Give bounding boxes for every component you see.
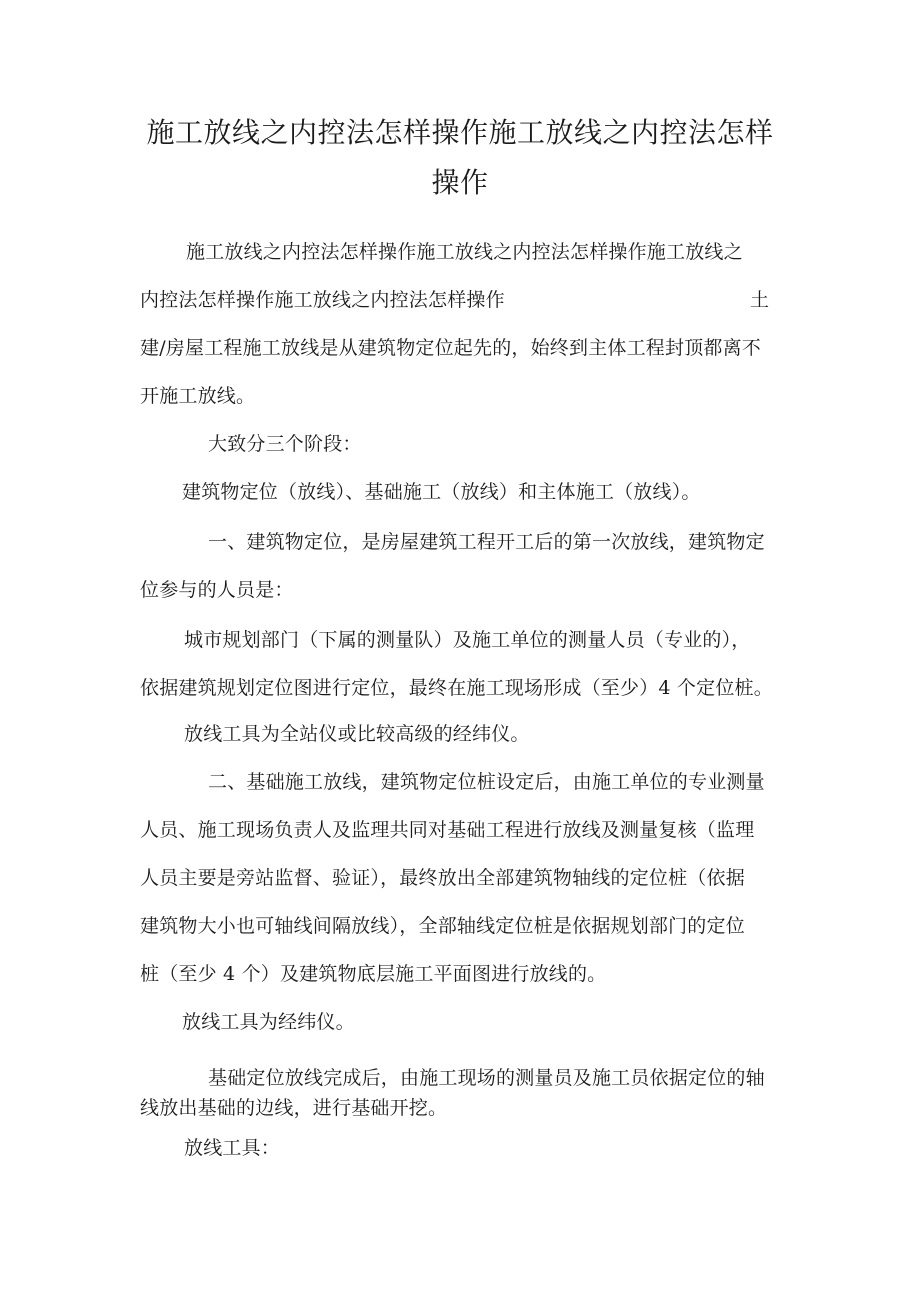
paragraph-personnel-line-2: 依据建筑规划定位图进行定位，最终在施工现场形成（至少）4 个定位桩。 [140, 677, 773, 699]
paragraph-section-1-line-1: 一、建筑物定位，是房屋建筑工程开工后的第一次放线，建筑物定 [208, 531, 765, 553]
paragraph-section-2-line-1: 二、基础施工放线，建筑物定位桩设定后，由施工单位的专业测量 [208, 771, 765, 793]
paragraph-stage-list: 建筑物定位（放线）、基础施工（放线）和主体施工（放线）。 [182, 481, 701, 503]
paragraph-intro-line-2: 内控法怎样操作施工放线之内控法怎样操作 [140, 289, 505, 311]
paragraph-foundation-line-2: 线放出基础的边线，进行基础开挖。 [140, 1097, 448, 1119]
paragraph-section-2-line-2: 人员、施工现场负责人及监理共同对基础工程进行放线及测量复核（监理 [140, 819, 755, 841]
paragraph-intro-line-4: 开施工放线。 [140, 385, 256, 407]
paragraph-stages: 大致分三个阶段： [208, 433, 362, 455]
document-title-line-1: 施工放线之内控法怎样操作施工放线之内控法怎样 [146, 116, 774, 149]
paragraph-section-1-line-2: 位参与的人员是： [140, 579, 294, 601]
paragraph-section-2-line-3: 人员主要是旁站监督、验证），最终放出全部建筑物轴线的定位桩（依据 [140, 867, 745, 889]
paragraph-tools-3: 放线工具： [184, 1137, 281, 1159]
paragraph-personnel-line-1: 城市规划部门（下属的测量队）及施工单位的测量人员（专业的）， [184, 629, 751, 651]
paragraph-tools-1: 放线工具为全站仪或比较高级的经纬仪。 [184, 723, 530, 745]
paragraph-intro-line-3: 建/房屋工程施工放线是从建筑物定位起先的，始终到主体工程封顶都离不 [140, 337, 762, 359]
document-title-line-2: 操作 [431, 166, 489, 199]
paragraph-foundation-line-1: 基础定位放线完成后，由施工现场的测量员及施工员依据定位的轴 [208, 1067, 765, 1089]
paragraph-intro-line-2-tail: 土 [750, 289, 770, 311]
paragraph-tools-2: 放线工具为经纬仪。 [182, 1011, 355, 1033]
paragraph-intro-line-1: 施工放线之内控法怎样操作施工放线之内控法怎样操作施工放线之 [186, 241, 743, 263]
paragraph-section-2-line-4: 建筑物大小也可轴线间隔放线），全部轴线定位桩是依据规划部门的定位 [140, 915, 745, 937]
paragraph-section-2-line-5: 桩（至少 4 个）及建筑物底层施工平面图进行放线的。 [140, 963, 607, 985]
